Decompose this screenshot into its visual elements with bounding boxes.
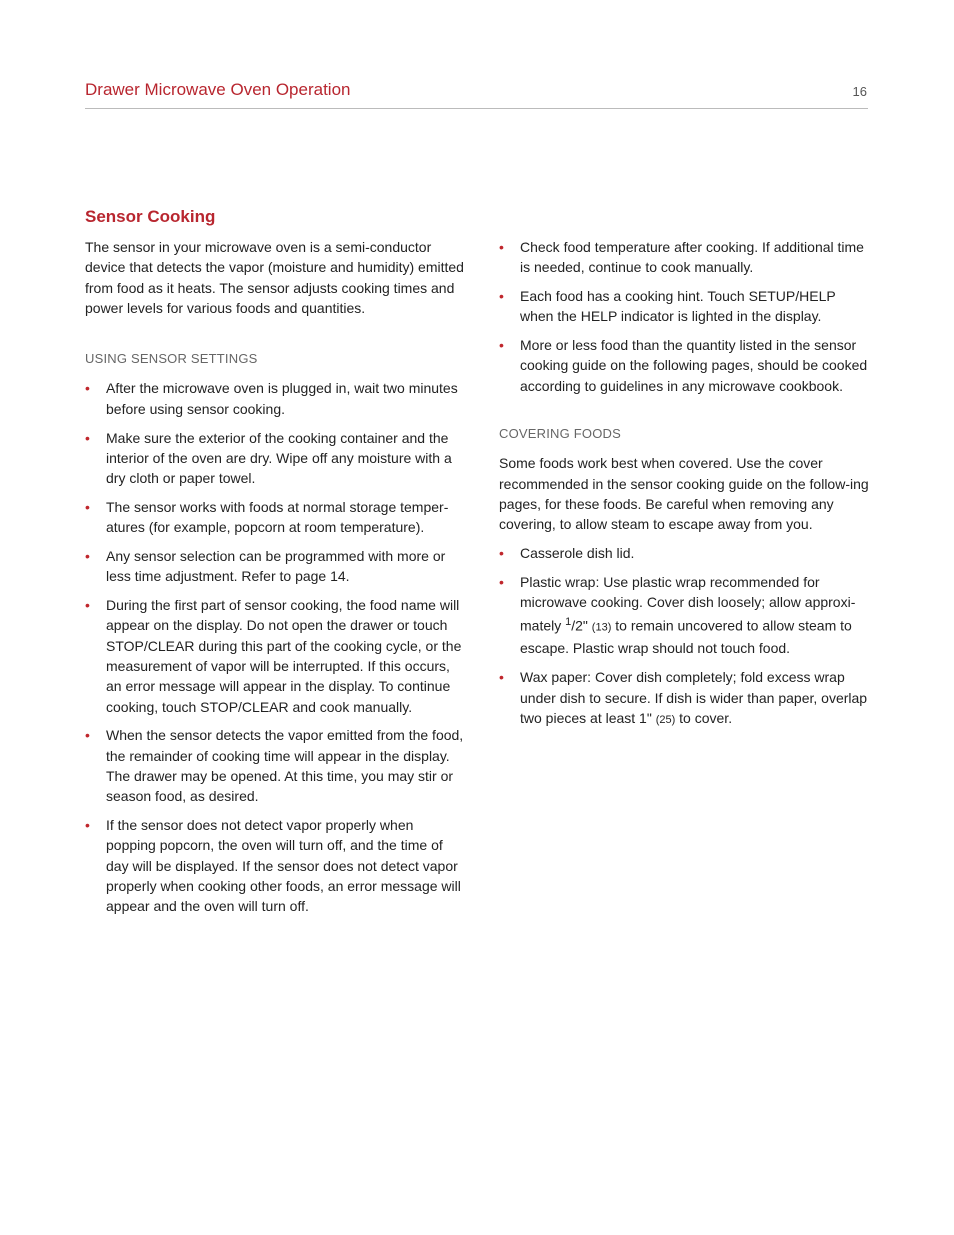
bullet-icon: • — [85, 817, 90, 834]
bullet-icon: • — [85, 597, 90, 614]
covering-foods-list — [499, 543, 871, 730]
list-item: • After the microwave oven is plugged in, wait two minutes before using sensor cooking. — [85, 380, 458, 417]
bullet-icon: • — [499, 288, 504, 305]
list-item: • Casserole dish lid. — [499, 543, 871, 563]
page-header-title: Drawer Microwave Oven Operation — [85, 80, 351, 99]
list-item: • Each food has a cooking hint. Touch SETUP/HELP when the HELP indicator is lighted in the display. — [499, 288, 836, 325]
list-item: • The sensor works with foods at normal storage temper-atures (for example, popcorn at room temperature). — [85, 498, 449, 536]
list-item: • Wax paper: Cover dish completely; fold excess wrap under dish to secure. If dish is wider than paper, overlap two pieces at least 1" (25) to cover. — [499, 669, 868, 726]
list-item: • During the first part of sensor cooking, the food name will appear on the display. Do not open the drawer or touch STOP/CLEAR during this part of the cooking cycle, or the measurement of vapor will be interrupted. If this occurs, an error message will appear in the display. To continue cooking, touch STOP/CLEAR and cook manually. — [85, 597, 462, 715]
bullet-icon: • — [85, 727, 90, 744]
left-column — [85, 206, 465, 925]
page-number: 16 — [852, 84, 867, 99]
list-item: • Make sure the exterior of the cooking container and the interior of the oven are dry. Wipe off any moisture with a dry cloth or paper towel. — [85, 429, 452, 487]
bullet-icon: • — [499, 669, 504, 686]
bullet-icon: • — [85, 380, 90, 397]
list-item: • Plastic wrap: Use plastic wrap recommended for microwave cooking. Cover dish loosely; allow approxi-mately $^1$/2" (13) to remain uncovered to allow steam to escape. Plastic wrap should not touch food. — [499, 573, 856, 657]
list-item: • Any sensor selection can be programmed with more or less time adjustment. Refer to page 14. — [85, 548, 446, 585]
header-divider — [85, 108, 868, 109]
subheading-using-sensor-settings: USING SENSOR SETTINGS — [85, 351, 258, 367]
bullet-icon: • — [499, 337, 504, 354]
list-item: • Check food temperature after cooking. If additional time is needed, continue to cook manually. — [499, 239, 864, 276]
bullet-icon: • — [85, 429, 90, 446]
sensor-cooking-intro: The sensor in your microwave oven is a semi-conductor device that detects the vapor (moisture and humidity) emitted from food as it heats. The sensor adjusts cooking times and power levels for various foods and quantities. — [85, 239, 464, 316]
bullet-icon: • — [499, 239, 504, 255]
covering-foods-intro: Some foods work best when covered. Use the cover recommended in the sensor cooking guide on the follow-ing pages, for these foods. Be careful when removing any covering, to allow steam to escape away from you. — [499, 455, 869, 533]
bullet-icon: • — [499, 573, 504, 590]
list-item: • If the sensor does not detect vapor properly when popping popcorn, the oven will turn off, and the time of day will be displayed. If the sensor does not detect vapor properly when cooking other foods, an error message will appear and the oven will turn off. — [85, 817, 461, 915]
bullet-icon: • — [85, 498, 90, 515]
section-title-sensor-cooking: Sensor Cooking — [85, 207, 216, 226]
right-column — [499, 237, 871, 739]
using-sensor-settings-list — [85, 378, 465, 916]
bullet-icon: • — [85, 548, 90, 565]
list-item: • When the sensor detects the vapor emitted from the food, the remainder of cooking time will appear in the display. The drawer may be opened. At this time, you may stir or season food, as desired. — [85, 727, 464, 805]
subheading-covering-foods: COVERING FOODS — [499, 426, 621, 442]
list-item: • More or less food than the quantity listed in the sensor cooking guide on the following pages, should be cooked according to guidelines in any microwave cookbook. — [499, 337, 868, 394]
sensor-settings-continued-list — [499, 237, 871, 396]
bullet-icon: • — [499, 545, 504, 562]
